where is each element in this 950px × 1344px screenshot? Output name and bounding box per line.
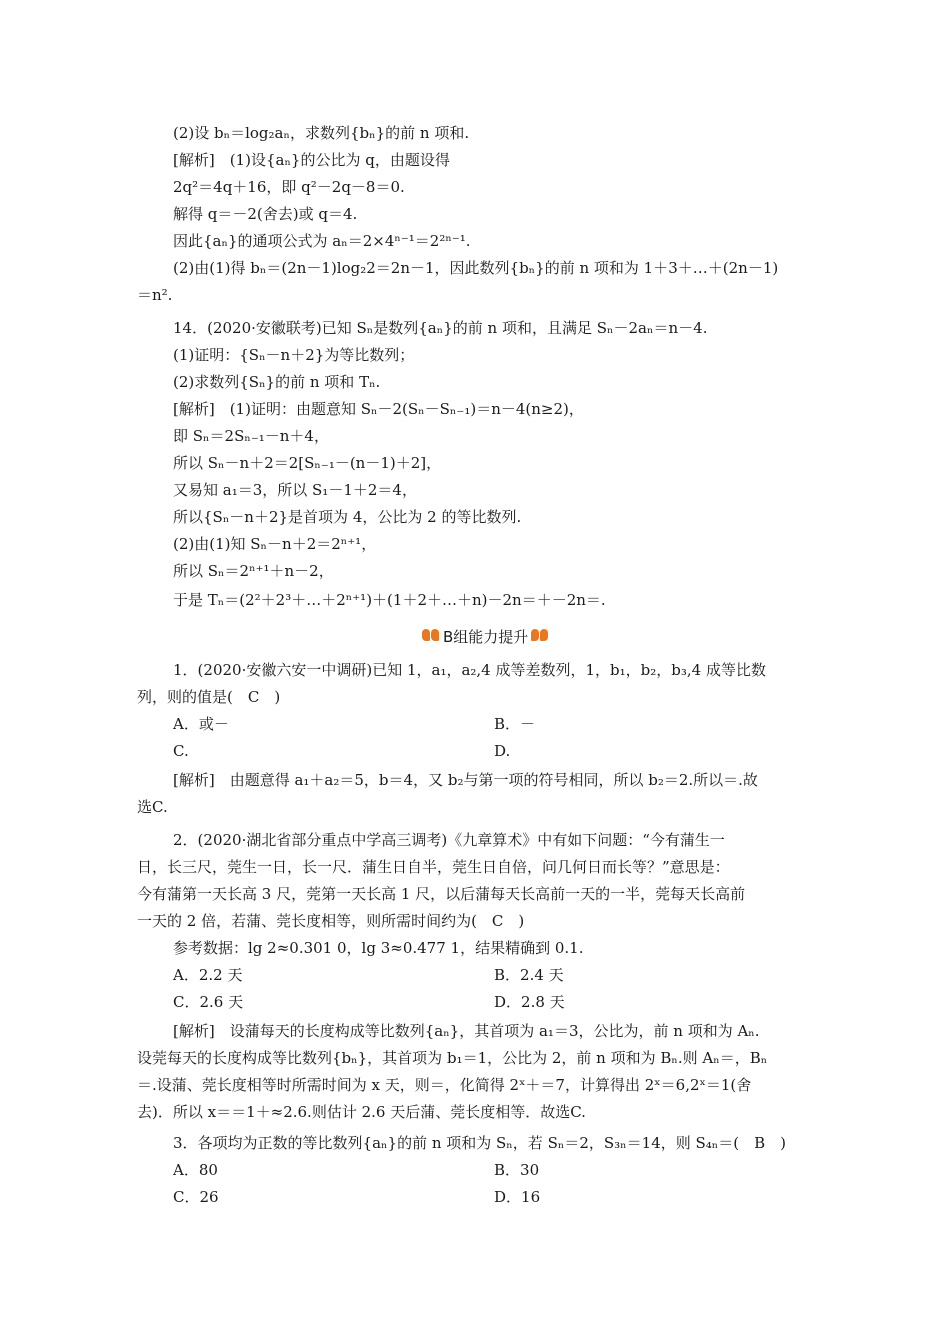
- text-line: 即 Sₙ＝2Sₙ₋₁－n＋4，: [173, 427, 329, 445]
- text-line: 选C.: [137, 798, 168, 816]
- text-line: [解析] 由题意得 a₁＋a₂＝5，b＝4，又 b₂与第一项的符号相同，所以 b₂＝2.所以＝.故: [173, 771, 758, 789]
- text-line: 14．(2020·安徽联考)已知 Sₙ是数列{aₙ}的前 n 项和，且满足 Sₙ－2aₙ＝n－4.: [173, 319, 708, 337]
- option-d: D．2.8 天: [494, 993, 565, 1011]
- option-c: C．2.6 天: [173, 993, 244, 1011]
- option-a: A．2.2 天: [173, 966, 243, 984]
- text-line: 2．(2020·湖北省部分重点中学高三调考)《九章算术》中有如下问题：“今有蒲生一: [173, 831, 725, 849]
- text-line: (1)证明：{Sₙ－n＋2}为等比数列；: [173, 346, 415, 364]
- section-banner: [422, 622, 549, 650]
- text-line: 一天的 2 倍，若蒲、莞长度相等，则所需时间约为( C ): [137, 912, 525, 930]
- close-quote-icon: [531, 625, 549, 647]
- text-line: 列，则的值是( C ): [137, 688, 281, 706]
- text-line: 因此{aₙ}的通项公式为 aₙ＝2×4ⁿ⁻¹＝2²ⁿ⁻¹.: [173, 232, 471, 250]
- text-line: (2)求数列{Sₙ}的前 n 项和 Tₙ.: [173, 373, 381, 391]
- text-line: 2q²＝4q＋16，即 q²－2q－8＝0.: [173, 178, 405, 196]
- text-line: (2)设 bₙ＝log₂aₙ，求数列{bₙ}的前 n 项和.: [173, 124, 470, 142]
- text-line: 3．各项均为正数的等比数列{aₙ}的前 n 项和为 Sₙ，若 Sₙ＝2，S₃ₙ＝14，则 S₄ₙ＝( B ): [173, 1134, 787, 1152]
- text-line: 所以 Sₙ－n＋2＝2[Sₙ₋₁－(n－1)＋2]，: [173, 454, 442, 472]
- text-line: ＝.设蒲、莞长度相等时所需时间为 x 天，则＝，化简得 2ˣ＋＝7，计算得出 2ˣ＝6,2ˣ＝1(舍: [137, 1076, 752, 1094]
- text-line: 去)．所以 x＝＝1＋≈2.6.则估计 2.6 天后蒲、莞长度相等．故选C.: [137, 1103, 586, 1121]
- option-d: D．16: [494, 1188, 541, 1206]
- section-title: B组能力提升: [443, 627, 529, 646]
- text-line: 日，长三尺，莞生一日，长一尺．蒲生日自半，莞生日自倍，问几何日而长等？”意思是：: [137, 858, 730, 876]
- text-line: [解析] 设蒲每天的长度构成等比数列{aₙ}，其首项为 a₁＝3，公比为，前 n 项和为 Aₙ.: [173, 1022, 760, 1040]
- option-a: A．80: [173, 1161, 218, 1179]
- option-b: B．30: [494, 1161, 540, 1179]
- text-line: ＝n².: [137, 286, 173, 304]
- open-quote-icon: [422, 625, 440, 647]
- text-line: 设莞每天的长度构成等比数列{bₙ}，其首项为 b₁＝1，公比为 2，前 n 项和为 Bₙ.则 Aₙ＝，Bₙ: [137, 1049, 768, 1067]
- text-line: 于是 Tₙ＝(2²＋2³＋…＋2ⁿ⁺¹)＋(1＋2＋…＋n)－2n＝＋－2n＝.: [173, 591, 606, 609]
- text-line: 又易知 a₁＝3，所以 S₁－1＋2＝4，: [173, 481, 417, 499]
- text-line: 1．(2020·安徽六安一中调研)已知 1，a₁，a₂,4 成等差数列，1，b₁，b₂，b₃,4 成等比数: [173, 661, 766, 679]
- option-b: B．2.4 天: [494, 966, 564, 984]
- text-line: 所以 Sₙ＝2ⁿ⁺¹＋n－2，: [173, 562, 334, 580]
- option-d: D.: [494, 742, 511, 760]
- option-a: A．或－: [173, 715, 229, 733]
- option-c: C．26: [173, 1188, 219, 1206]
- option-c: C.: [173, 742, 189, 760]
- option-b: B．－: [494, 715, 536, 733]
- text-line: [解析] (1)证明：由题意知 Sₙ－2(Sₙ－Sₙ₋₁)＝n－4(n≥2)，: [173, 400, 584, 418]
- text-line: 解得 q＝－2(舍去)或 q＝4.: [173, 205, 358, 223]
- text-line: (2)由(1)得 bₙ＝(2n－1)log₂2＝2n－1，因此数列{bₙ}的前 n 项和为 1＋3＋…＋(2n－1): [173, 259, 779, 277]
- text-line: 所以{Sₙ－n＋2}是首项为 4，公比为 2 的等比数列.: [173, 508, 522, 526]
- text-line: (2)由(1)知 Sₙ－n＋2＝2ⁿ⁺¹，: [173, 535, 377, 553]
- text-line: 今有蒲第一天长高 3 尺，莞第一天长高 1 尺，以后蒲每天长高前一天的一半，莞每天长高前: [137, 885, 746, 903]
- text-line: 参考数据：lg 2≈0.301 0，lg 3≈0.477 1，结果精确到 0.1.: [173, 939, 584, 957]
- text-line: [解析] (1)设{aₙ}的公比为 q，由题设得: [173, 151, 450, 169]
